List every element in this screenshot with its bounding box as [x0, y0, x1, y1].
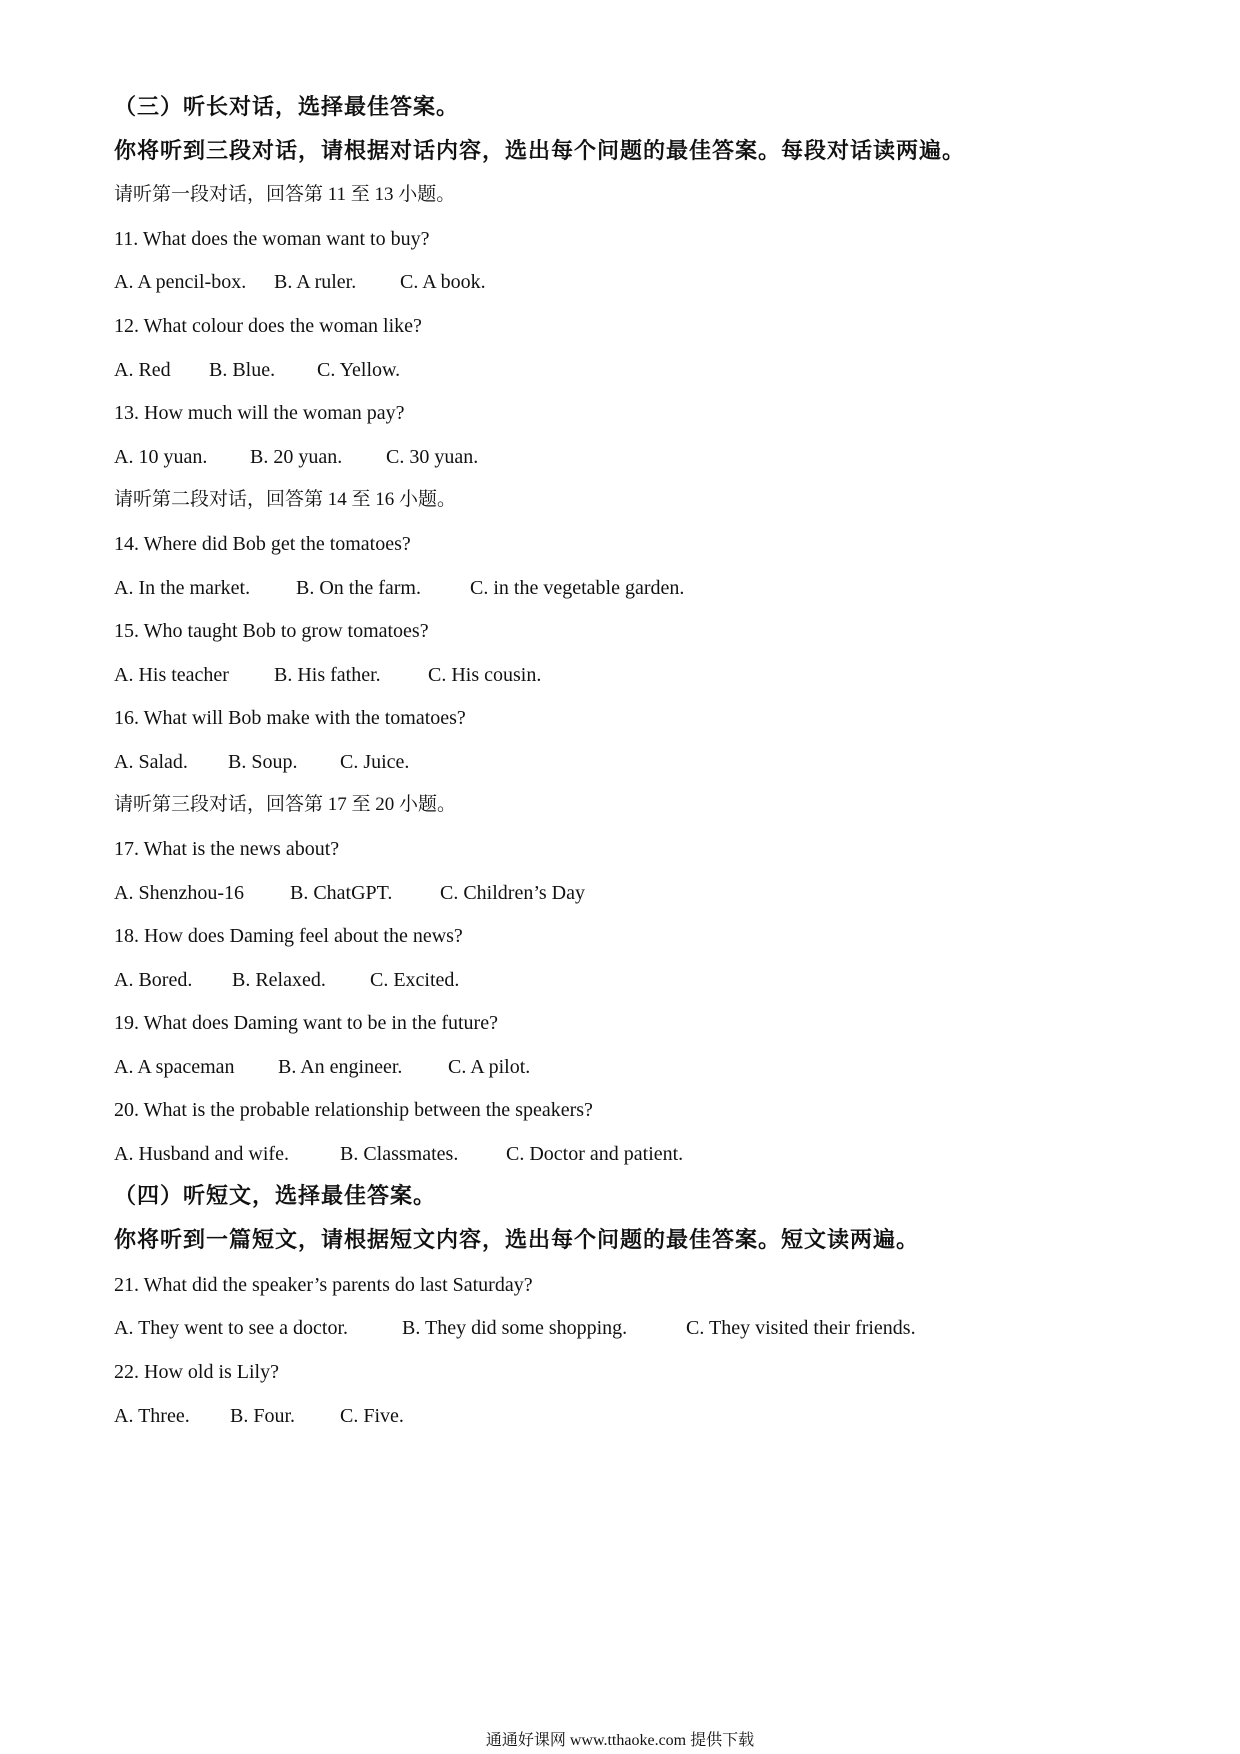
question-21: 21. What did the speaker’s parents do last Saturday?: [114, 1274, 533, 1296]
option-13-a: A. 10 yuan.: [114, 446, 208, 468]
option-13-c: C. 30 yuan.: [386, 446, 479, 468]
options-12: [114, 358, 400, 382]
option-14-a: A. In the market.: [114, 577, 251, 599]
option-12-b: B. Blue.: [209, 359, 276, 381]
option-21-b: B. They did some shopping.: [402, 1317, 628, 1339]
option-16-a: A. Salad.: [114, 751, 188, 773]
option-19-c: C. A pilot.: [448, 1056, 531, 1078]
dialogue2-note: 请听第二段对话，回答第 14 至 16 小题。: [114, 489, 457, 510]
option-18-a: A. Bored.: [114, 969, 193, 991]
option-14-b: B. On the farm.: [296, 577, 421, 599]
question-16: 16. What will Bob make with the tomatoes?: [114, 707, 466, 729]
option-17-b: B. ChatGPT.: [290, 882, 393, 904]
question-14: 14. Where did Bob get the tomatoes?: [114, 533, 411, 555]
question-22: 22. How old is Lily?: [114, 1361, 279, 1383]
option-18-b: B. Relaxed.: [232, 969, 326, 991]
dialogue3-note: 请听第三段对话，回答第 17 至 20 小题。: [114, 794, 457, 815]
option-22-b: B. Four.: [230, 1405, 296, 1427]
option-20-c: C. Doctor and patient.: [506, 1143, 684, 1165]
options-16: [114, 750, 409, 774]
section3-instruction: 你将听到三段对话，请根据对话内容，选出每个问题的最佳答案。每段对话读两遍。: [114, 138, 966, 163]
option-20-a: A. Husband and wife.: [114, 1143, 289, 1165]
option-11-b: B. A ruler.: [274, 271, 357, 293]
option-11-a: A. A pencil-box.: [114, 271, 247, 293]
option-22-c: C. Five.: [340, 1405, 404, 1427]
question-12: 12. What colour does the woman like?: [114, 315, 422, 337]
question-11: 11. What does the woman want to buy?: [114, 228, 430, 250]
option-20-b: B. Classmates.: [340, 1143, 459, 1165]
options-11: [114, 270, 486, 294]
option-15-c: C. His cousin.: [428, 664, 542, 686]
option-19-a: A. A spaceman: [114, 1056, 235, 1078]
question-17: 17. What is the news about?: [114, 838, 340, 860]
section3-title: （三）听长对话，选择最佳答案。: [114, 94, 460, 119]
option-19-b: B. An engineer.: [278, 1056, 403, 1078]
question-19: 19. What does Daming want to be in the future?: [114, 1012, 498, 1034]
section4-title: （四）听短文，选择最佳答案。: [114, 1183, 437, 1208]
option-11-c: C. A book.: [400, 271, 486, 293]
options-21: [114, 1316, 916, 1340]
section4-instruction: 你将听到一篇短文，请根据短文内容，选出每个问题的最佳答案。短文读两遍。: [114, 1227, 920, 1252]
option-22-a: A. Three.: [114, 1405, 190, 1427]
option-16-c: C. Juice.: [340, 751, 410, 773]
option-15-a: A. His teacher: [114, 664, 229, 686]
option-15-b: B. His father.: [274, 664, 381, 686]
option-12-c: C. Yellow.: [317, 359, 401, 381]
options-18: [114, 968, 459, 992]
options-17: [114, 881, 585, 905]
options-15: [114, 663, 541, 687]
options-13: [114, 445, 478, 469]
option-14-c: C. in the vegetable garden.: [470, 577, 685, 599]
option-21-a: A. They went to see a doctor.: [114, 1317, 349, 1339]
option-18-c: C. Excited.: [370, 969, 460, 991]
option-16-b: B. Soup.: [228, 751, 298, 773]
question-18: 18. How does Daming feel about the news?: [114, 925, 463, 947]
option-17-a: A. Shenzhou-16: [114, 882, 244, 904]
question-13: 13. How much will the woman pay?: [114, 402, 405, 424]
option-13-b: B. 20 yuan.: [250, 446, 343, 468]
option-21-c: C. They visited their friends.: [686, 1317, 916, 1339]
question-20: 20. What is the probable relationship between the speakers?: [114, 1099, 593, 1121]
question-15: 15. Who taught Bob to grow tomatoes?: [114, 620, 429, 642]
option-17-c: C. Children’s Day: [440, 882, 585, 904]
dialogue1-note: 请听第一段对话，回答第 11 至 13 小题。: [114, 184, 456, 205]
option-12-a: A. Red: [114, 359, 171, 381]
options-20: [114, 1142, 683, 1166]
options-19: [114, 1055, 530, 1079]
options-14: [114, 576, 684, 600]
page-footer: 通通好课网 www.tthaoke.com 提供下载: [485, 1732, 755, 1749]
options-22: [114, 1404, 404, 1428]
